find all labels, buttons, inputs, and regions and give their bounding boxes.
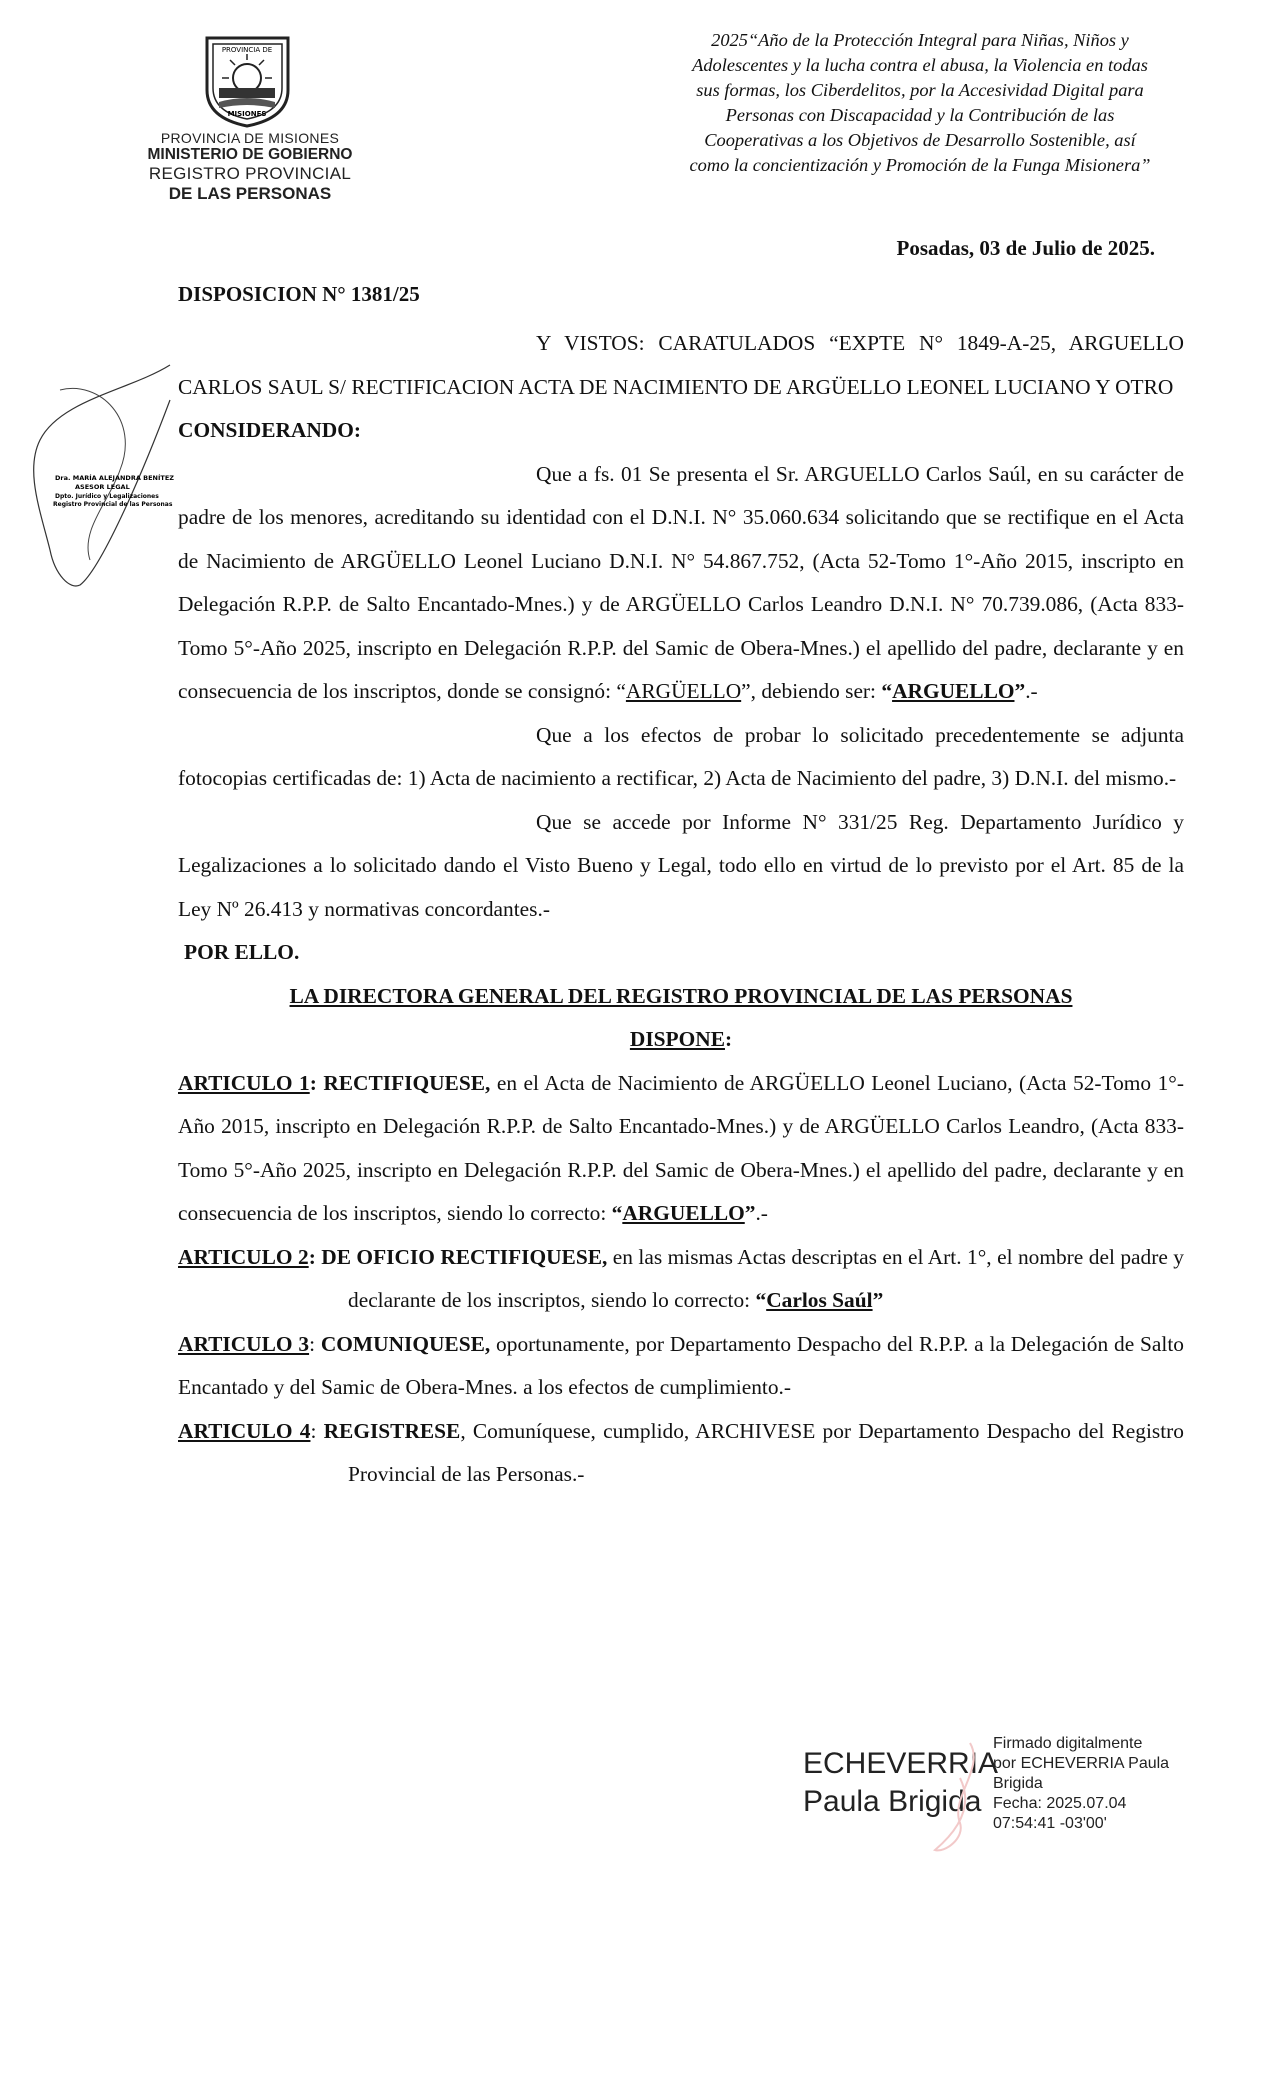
article-3: ARTICULO 3: COMUNIQUESE, oportunamente, por Departamento Despacho del R.P.P. a la Delegación de Salto Encantado y del Samic de Obera-Mnes. a los efectos de cumplimiento.- (178, 1331, 1184, 1399)
org-registry-2: DE LAS PERSONAS (168, 184, 332, 203)
vistos-paragraph: Y VISTOS: CARATULADOS “EXPTE N° 1849-A-25, ARGUELLO CARLOS SAUL S/ RECTIFICACION ACTA DE NACIMIENTO DE ARGÜELLO LEONEL LUCIANO Y OTRO (178, 331, 1184, 399)
province-crest-logo (195, 30, 300, 130)
org-ministry: MINISTERIO DE GOBIERNO (147, 146, 353, 163)
year-motto: 2025“Año de la Protección Integral para Niñas, Niños y Adolescentes y la lucha contra el abusa, la Violencia en todas sus formas, los Ciberdelitos, por la Accesividad Digital para Personas con Discapacidad y la Contribución de las Cooperativas a los Objetivos de Desarrollo Sostenible, así como la concientización y Promoción de la Funga Misionera” (689, 30, 1151, 175)
considerando-paragraph-3: Que se accede por Informe N° 331/25 Reg. Departamento Jurídico y Legalizaciones a lo solicitado dando el Visto Bueno y Legal, todo ello en virtud de lo previsto por el Art. 85 de la Ley Nº 26.413 y normativas concordantes.- (178, 809, 1184, 921)
legal-advisor-stamp (20, 360, 190, 600)
svg-text:ASESOR LEGAL: ASESOR LEGAL (75, 483, 130, 491)
considerando-heading: CONSIDERANDO: (178, 418, 362, 442)
article-2: ARTICULO 2: DE OFICIO RECTIFIQUESE, en las mismas Actas descriptas en el Art. 1°, el nombre del padre y declarante de los inscriptos, siendo lo correcto: “Carlos Saúl” (178, 1244, 1184, 1312)
digital-signature-name: ECHEVERRIA Paula Brigida (803, 1747, 999, 1818)
article-1: ARTICULO 1: RECTIFIQUESE, en el Acta de Nacimiento de ARGÜELLO Leonel Luciano, (Acta 52-Tomo 1°-Año 2015, inscripto en Delegación R.P.P. de Salto Encantado-Mnes.) y de ARGÜELLO Carlos Leandro, (Acta 833-Tomo 5°-Año 2025, inscripto en Delegación R.P.P. del Samic de Obera-Mnes.) el apellido del padre, declarante y en consecuencia de los inscriptos, siendo lo correcto: “ARGUELLO”.- (178, 1070, 1184, 1225)
por-ello-heading: POR ELLO. (184, 940, 300, 964)
organization-block (100, 130, 400, 204)
signature-scribble-icon (930, 1738, 990, 1858)
svg-text:MISIONES: MISIONES (227, 110, 267, 118)
svg-text:Dpto. Jurídico y Legalizacione: Dpto. Jurídico y Legalizaciones (55, 493, 159, 500)
svg-text:Dra. MARÍA ALEJANDRA BENÍTEZ: Dra. MARÍA ALEJANDRA BENÍTEZ (55, 474, 174, 482)
org-registry: REGISTRO PROVINCIAL (148, 164, 352, 183)
document-body (178, 322, 1184, 1497)
directora-heading: LA DIRECTORA GENERAL DEL REGISTRO PROVINCIAL DE LAS PERSONAS (289, 983, 1073, 1008)
svg-text:PROVINCIA DE: PROVINCIA DE (221, 46, 273, 54)
document-date: Posadas, 03 de Julio de 2025. (896, 236, 1155, 260)
article-4: ARTICULO 4: REGISTRESE, Comuníquese, cumplido, ARCHIVESE por Departamento Despacho del Registro Provincial de las Personas.- (178, 1418, 1184, 1486)
digital-signature-info: Firmado digitalmente por ECHEVERRIA Paula Brigida Fecha: 2025.07.04 07:54:41 -03'00' (993, 1735, 1170, 1832)
disposition-number: DISPOSICION N° 1381/25 (178, 282, 420, 306)
org-province: PROVINCIA DE MISIONES (160, 130, 340, 146)
svg-text:Registro Provincial de las Per: Registro Provincial de las Personas (53, 501, 173, 508)
considerando-paragraph-1: Que a fs. 01 Se presenta el Sr. ARGUELLO Carlos Saúl, en su carácter de padre de los menores, acreditando su identidad con el D.N.I. N° 35.060.634 solicitando que se rectifique en el Acta de Nacimiento de ARGÜELLO Leonel Luciano D.N.I. N° 54.867.752, (Acta 52-Tomo 1°-Año 2015, inscripto en Delegación R.P.P. de Salto Encantado-Mnes.) y de ARGÜELLO Carlos Leandro D.N.I. N° 70.739.086, (Acta 833-Tomo 5°-Año 2025, inscripto en Delegación R.P.P. del Samic de Obera-Mnes.) el apellido del padre, declarante y en consecuencia de los inscriptos, donde se consignó: “ARGÜELLO”, debiendo ser: “ARGUELLO”.- (178, 461, 1184, 703)
dispone-heading: DISPONE: (629, 1027, 733, 1051)
considerando-paragraph-2: Que a los efectos de probar lo solicitado precedentemente se adjunta fotocopias certificadas de: 1) Acta de nacimiento a rectificar, 2) Acta de Nacimiento del padre, 3) D.N.I. del mismo.- (178, 722, 1184, 790)
